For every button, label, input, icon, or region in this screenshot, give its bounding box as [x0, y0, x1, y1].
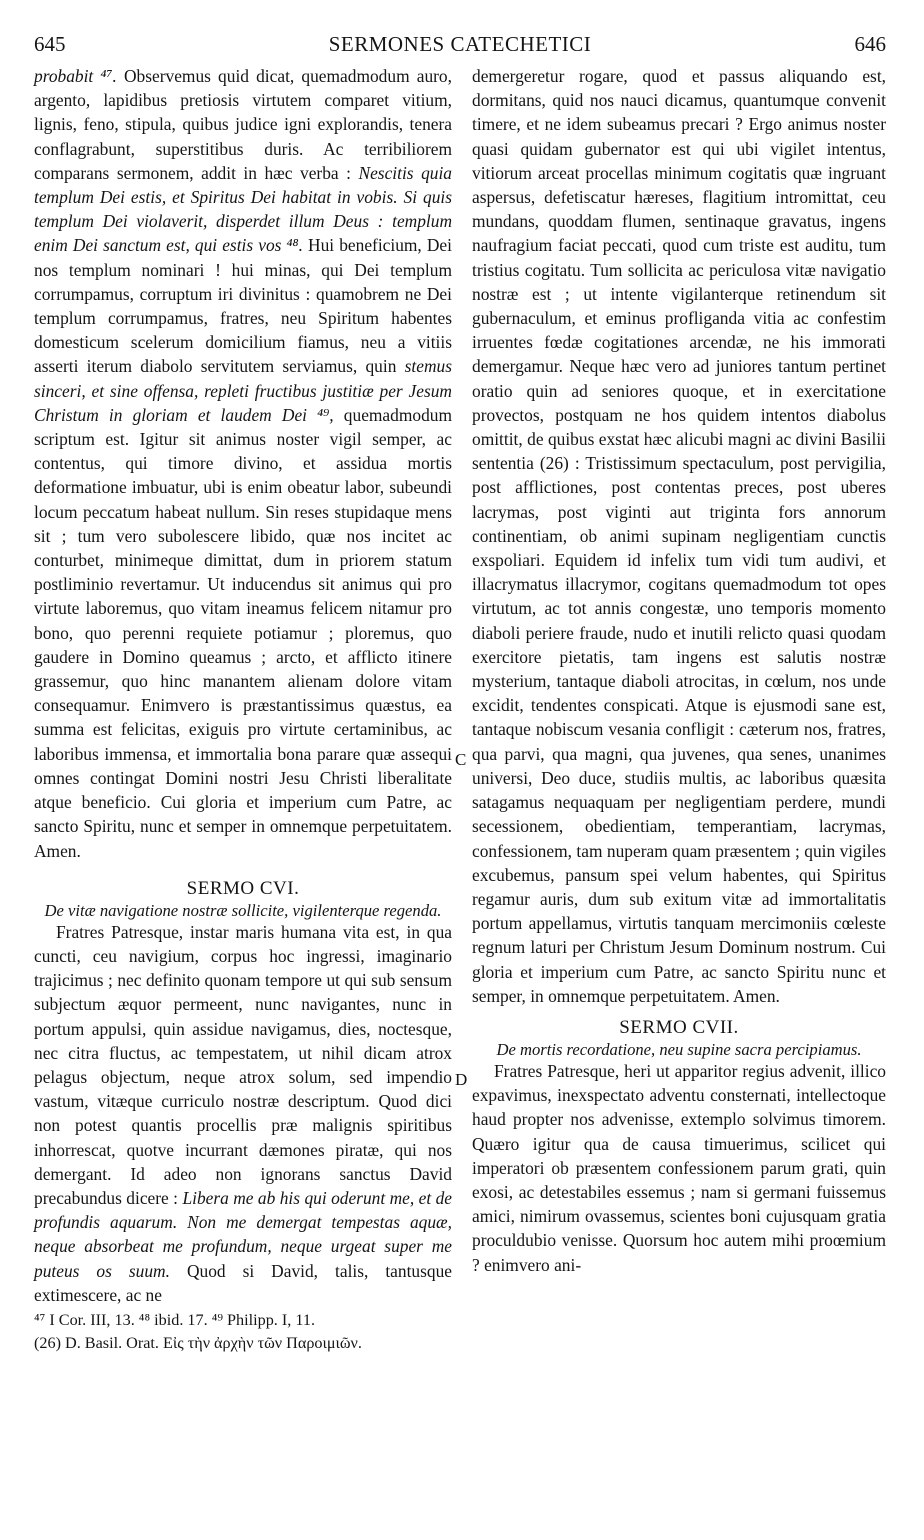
page-header [34, 32, 886, 62]
sermon-cvii-body: Fratres Patresque, heri ut apparitor regius advenit, illico expavimus, inexspectato adventu consternati, intellectoque haud propter nos advenisse, extemplo solvimus timorem. Quæro igitur qua de causa timuerimus, scilicet qui imperatori ob præsentem confessionem parum grati, quin exosi, ac detestabiles essemus ; nam si germani fuissemus amici, nimirum ovassemus, scientes boni cujusquam gratia proculdubio venisse. Quorsum hoc autem mihi proœmium ? enimvero ani- [472, 1060, 886, 1275]
scripture-quote: Nescitis quia templum Dei estis, et Spiritus Dei habitat in vobis. Si quis templum Dei violaverit, disperdet illum Deus : templum enim Dei sanctum est, qui estis vos ⁴⁸. [34, 162, 452, 256]
right-column [472, 64, 886, 1277]
scripture-quote: stemus sinceri, et sine offensa, repleti fructibus justitiæ per Jesum Christum in gloriam et laudem Dei ⁴⁹, [34, 356, 452, 425]
footnote-basil: (26) D. Basil. Orat. Εἰς τὴν ἀρχὴν τῶν Παροιμιῶν. [34, 1333, 362, 1352]
left-column [34, 64, 452, 1355]
body-text: Quod si David, talis, tantusque extimescere, ac ne [34, 1260, 452, 1305]
sermon-cvi-body [34, 920, 452, 1307]
sermon-cv-conclusion [34, 64, 452, 863]
page-number-left: 645 [34, 32, 66, 56]
body-text: quemadmodum scriptum est. Igitur sit animus noster vigil semper, ac contentus, qui timore divino, et assidua mortis deformatione imbuatur, ubi is enim obeatur labor, subeundi locum peccatum habeat nullum. Sin reses stupidaque mens sit ; tum vero subolescere libido, quæ nos incitet ac conturbet, minimeque dimittat, dum in priorem statum postliminio revertamur. Ut inducendus sit animus qui pro virtute laboremus, quo vitam ineamus felicem nitamur pro bono, quo perenni requiete potiamur ; ploremus, quo gaudere in Domino queamus ; arcto, et afflicto itinere grassemur, quo hinc manantem alienam dolore vitam consequamur. Enimvero is præstantissimus quæstus, ea summa est felicitas, exiguis pro virtute certaminibus, ac laboribus immensa, et immortalia bona parare quæ assequi omnes contingat Domini nostri Jesu Christi liberalitate atque beneficio. Cui gloria et imperium cum Patre, ac sancto Spiritu, nunc et semper in omnemque perpetuitatem. Amen. [34, 404, 452, 861]
sermon-cvii-subtitle: De mortis recordatione, neu supine sacra percipiamus. [496, 1039, 862, 1059]
margin-letter-d: D [455, 1070, 468, 1089]
footnotes [34, 1309, 452, 1355]
sermon-cvi-title: SERMO CVI. [186, 877, 300, 899]
running-title: SERMONES CATECHETICI [328, 32, 592, 56]
body-text: Observemus quid dicat, quemadmodum auro, argento, lapidibus pretiosis virtutem comparet vitium, lignis, feno, stipula, quibus judice igni explorandis, tenera conflagrabunt, superstitibus duris. Ac terribiliorem comparans sermonem, addit in hæc verba : [34, 66, 452, 183]
body-text: Fratres Patresque, instar maris humana vita est, in qua cuncti, ceu navigium, corpus hoc ingressi, imaginario trajicimus ; nec definito quonam tempore ut qui sub sensum subjectum æquor permeent, nunc navigantes, nunc in portum appulsi, quin assidue navigamus, dies, noctesque, nec citra fluctus, ac tempestatem, ut nihil dicam atrox pelagus objectum, neque atrox solum, sed impendio vastum, vitæque curriculo nostræ descriptum. Quod dici non potest quantis procellis præ malignis spiritibus inhorrescat, quotve incurrant dæmones piratæ, qui nos demergant. Id adeo non ignorans sanctus David precabundus dicere : [34, 921, 452, 1208]
page-number-right: 646 [854, 32, 886, 56]
margin-letter-c: C [455, 750, 467, 769]
sermon-cvi-continuation: demergeretur rogare, quod et passus aliquando est, dormitans, quid nos nauci dicamus, quantumque convenit timere, et ne idem subeamus precari ? Ergo animus noster quasi quidam gubernator est qui ubi vigilet intentus, vitiorum arceat procellas minimum cogitatis quæ ingruant aspersus, defetiscatur hæreses, flagitium intromittat, ceu mundans, quoddam flumen, sentinaque gravatus, ingens naufragium faciat peccati, quod cum triste est auditu, tum tristius cogitatu. Tum sollicita ac periculosa vitæ navigatio nostræ est ; ut intente vigilanterque retinendum sit gubernaculum, et eminus profliganda vitia ac confestim irruentes fœdæ cogitationes arcendæ, ne his immorati demergamur. Neque hæc vero ad juniores tantum pertinet oratio quin ad seniores quoque, et in exercitatione provectos, postquam ne hos quidem intentos diabolus omittit, de quibus exstat hæc alicubi magni ac divini Basilii sententia (26) : Tristissimum spectaculum, post pervigilia, post afflictiones, post contentas preces, post uberes lacrymas, post viginti aut triginta fors annorum continentiam, ob animi supinam negligentiam cunctis exspoliari. Equidem id infelix tum vidi tum audivi, et illacrymatus illacrymor, cogitans quemadmodum tot opes virtutum, ac tot annis congestæ, uno temporis momento diaboli periere fraude, nudo et inutili relicto quasi quodam exercitore pietatis, tam ingens est salutis nostræ mysterium, tantaque diaboli atrocitas, in cœlum, nos unde excidit, tendentes conspicati. Atque is ejusmodi sane est, tantaque nobiscum vesania confligit : cæterum nos, fratres, qua parvi, qua magni, qua juvenes, qua senes, unanimes universi, Deo duce, studiis multis, ac laboribus quæsita satagamus nequaquam per negligentiam perdere, mundi secessionem, obedientiam, temperantiam, lacrymas, confessionem, tam nuperam quam præsentem ; quin vigiles excubemus, pansum spei velum habentes, qui Spiritus regamur auris, dum sub exitum vitæ ad immortalitatis portum appellamus, virtutis tanquam mercimoniis cœleste regnum laturi per Christum Jesum Dominum nostrum. Cui gloria et imperium cum Patre, ac sancto Spiritu nunc et semper, in omnemque perpetuitatem. Amen. [472, 66, 886, 1006]
lead-fragment: probabit ⁴⁷. [34, 66, 117, 86]
sermon-cvii-title: SERMO CVII. [619, 1016, 739, 1038]
sermon-cvi-subtitle: De vitæ navigatione nostræ sollicite, vigilenterque regenda. [44, 900, 442, 920]
footnote-scripture: ⁴⁷ I Cor. III, 13. ⁴⁸ ibid. 17. ⁴⁹ Philipp. I, 11. [34, 1310, 316, 1329]
body-text: Hui beneficium, Dei nos templum nominari ! hui minas, qui Dei templum corrumpamus, corruptum iri divinitus : quamobrem ne Dei templum corrumpamus, fratres, neu Spiritum habentes domesticum scelerum domicilium fiamus, neu a vitiis asserti iterum diabolo servitutem serviamus, quin [34, 235, 452, 377]
scripture-quote: Libera me ab his qui oderunt me, et de profundis aquarum. Non me demergat tempestas aquæ, neque absorbeat me profundum, neque urgeat super me puteus os suum. [34, 1187, 453, 1281]
